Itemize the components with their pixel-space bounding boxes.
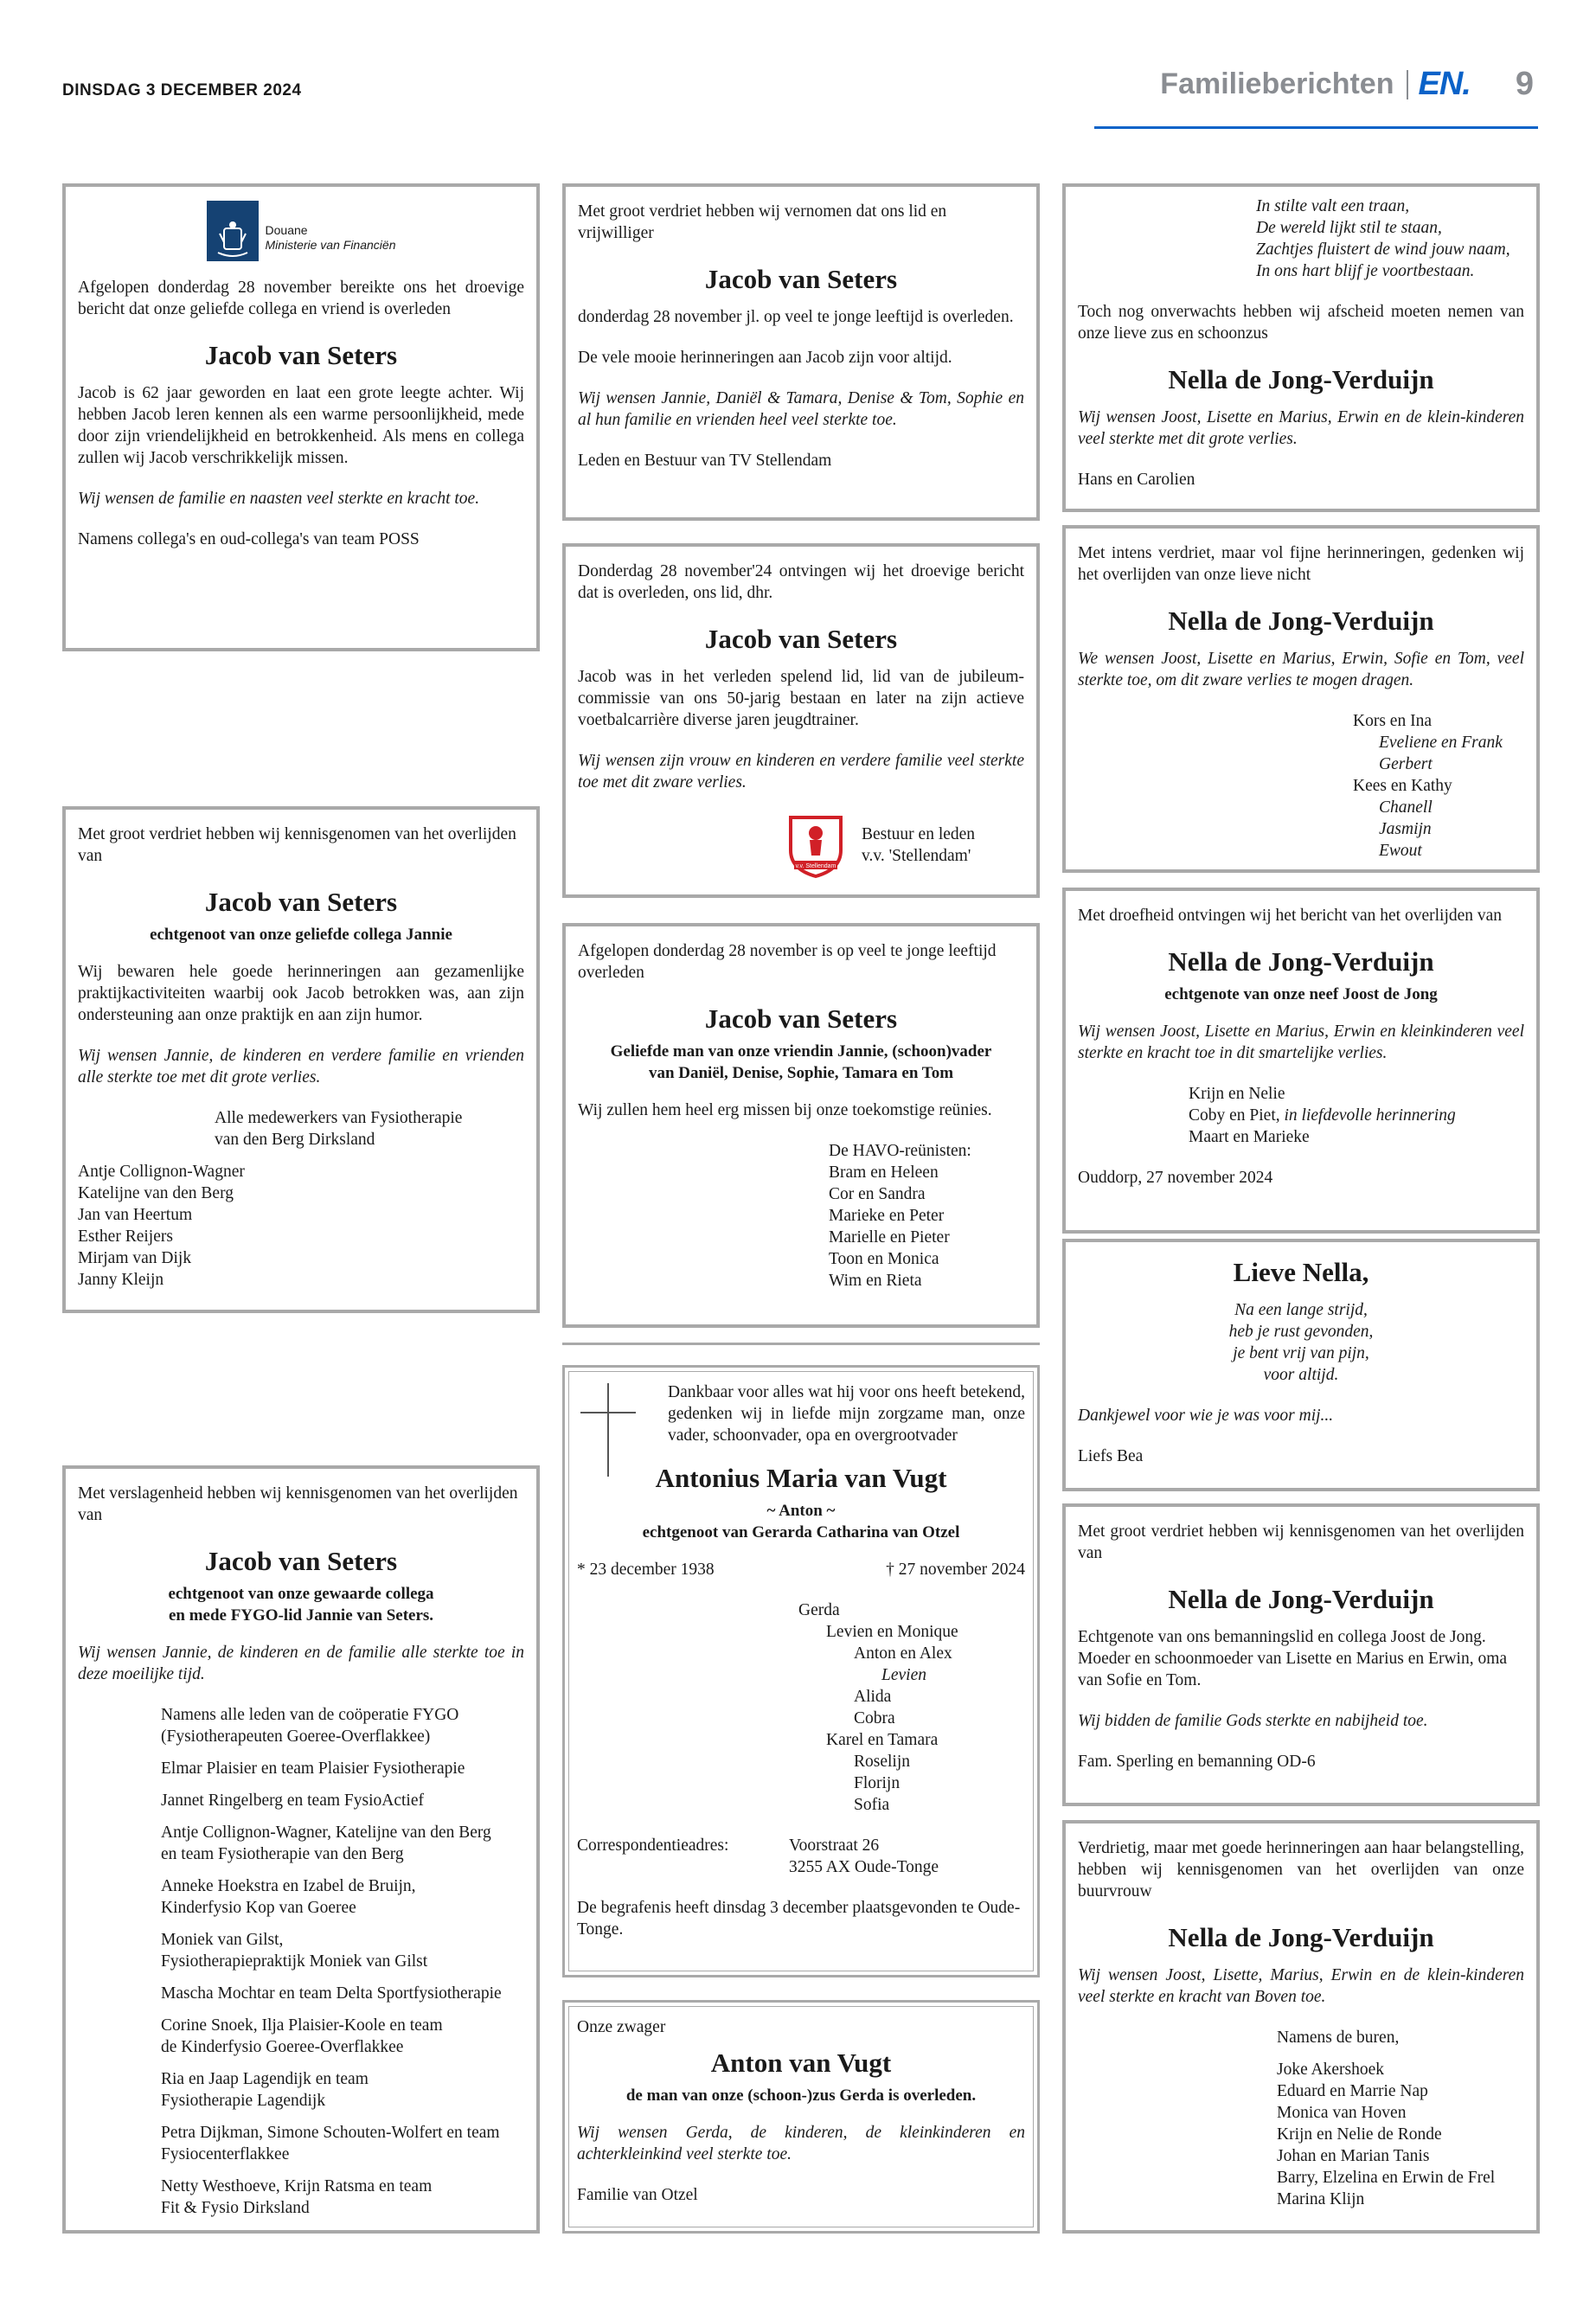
signer-name: Mirjam van Dijk bbox=[78, 1249, 192, 1267]
relation-line: de man van onze (schoon-)zus Gerda is overleden. bbox=[625, 2086, 977, 2105]
deceased-name: Nella de Jong-Verduijn bbox=[1168, 1922, 1434, 1952]
notice-title: Lieve Nella, bbox=[1233, 1257, 1369, 1287]
poem-line: Zachtjes fluistert de wind jouw naam, bbox=[1256, 240, 1510, 259]
poem-line: je bent vrij van pijn, bbox=[1233, 1344, 1369, 1362]
signer-name: Marina Klijn bbox=[1277, 2190, 1365, 2208]
poem-line: Na een lange strijd, bbox=[1234, 1301, 1368, 1319]
family-member: Levien en Monique bbox=[826, 1623, 958, 1641]
signer-group: Mascha Mochtar en team Delta Sportfysiotherapie bbox=[161, 1984, 502, 2003]
signers-list bbox=[161, 1704, 524, 2219]
douane-logo-text: Douane Ministerie van Financiën bbox=[265, 223, 396, 252]
notice-vv-stellendam: Donderdag 28 november'24 ontvingen wij het droevige bericht dat is overleden, ons lid, dhr. Jacob van Seters Jacob was in het verleden spelend lid, lid van de jubileum-commissie van ons 50-jarig bestaan en later na zijn actieve voetbalcarrière diverse jaren jeugdtrainer. Wij wensen zijn vrouw en kinderen en verdere familie veel sterkte toe met dit zware verlies. v.v. Stellendam Bestuur en leden v.v. 'Stellendam' bbox=[562, 543, 1040, 898]
family-member: Eveliene en Frank bbox=[1379, 734, 1503, 752]
signer-group: Moniek van Gilst, Fysiotherapiepraktijk Moniek van Gilst bbox=[161, 1931, 428, 1971]
family-member: Sofia bbox=[854, 1796, 890, 1814]
family-list bbox=[798, 1599, 1025, 1816]
family-member: Levien bbox=[881, 1666, 926, 1684]
notice-van-otzel: Onze zwager Anton van Vugt de man van onze (schoon-)zus Gerda is overleden. Wij wensen Gerda, de kinderen, de kleinkinderen en achterkleinkind veel sterkte toe. Familie van Otzel bbox=[562, 2000, 1040, 2234]
notice-sperling-od6: Met groot verdriet hebben wij kennisgenomen van het overlijden van Nella de Jong-Verduijn Echtgenote van ons bemanningslid en collega Joost de Jong. Moeder en schoonmoeder van Lisette en Marius en Erwin, oma van Sofie en Tom. Wij bidden de familie Gods sterkte en nabijheid toe. Fam. Sperling en bemanning OD-6 bbox=[1062, 1503, 1540, 1806]
signer-group: Petra Dijkman, Simone Schouten-Wolfert en team Fysiocenterflakkee bbox=[161, 2124, 500, 2163]
deceased-name: Jacob van Seters bbox=[204, 887, 398, 917]
vv-stellendam-badge-icon bbox=[785, 812, 846, 878]
signer-group: Ria en Jaap Lagendijk en team Fysiotherapie Lagendijk bbox=[161, 2070, 369, 2110]
deceased-name: Nella de Jong-Verduijn bbox=[1168, 364, 1434, 394]
poem-line: De wereld lijkt stil te staan, bbox=[1256, 219, 1442, 237]
signer-name: Eduard en Marrie Nap bbox=[1277, 2082, 1428, 2100]
rijksoverheid-emblem bbox=[207, 201, 259, 261]
signer-name: Marieke en Peter bbox=[829, 1207, 945, 1225]
signers-list bbox=[1277, 2059, 1524, 2210]
notice-nicht: Met intens verdriet, maar vol fijne herinneringen, gedenken wij het overlijden van onze lieve nicht Nella de Jong-Verduijn We wensen Joost, Lisette en Marius, Erwin, Sofie en Tom, veel sterkte toe, om dit zware verlies te mogen dragen. Kors en Ina Eveliene en Frank Gerbert Kees en Kathy Chanell Jasmijn Ewout bbox=[1062, 525, 1540, 873]
deceased-name: Anton van Vugt bbox=[710, 2048, 892, 2078]
deceased-name: Nella de Jong-Verduijn bbox=[1168, 946, 1434, 977]
signature: Krijn en Nelie Coby en Piet, in liefdevolle herinnering Maart en Marieke bbox=[1189, 1085, 1456, 1146]
signature: Alle medewerkers van Fysiotherapie van den Berg Dirksland bbox=[215, 1109, 463, 1149]
family-list bbox=[1353, 710, 1524, 862]
notice-neef-joost: Met droefheid ontvingen wij het bericht van het overlijden van Nella de Jong-Verduijn echtgenote van onze neef Joost de Jong Wij wensen Joost, Lisette en Marius, Erwin en kleinkinderen veel sterkte en kracht toe in dit smartelijke verlies. Krijn en Nelie Coby en Piet, in liefdevolle herinnering Maart en Marieke Ouddorp, 27 november 2024 bbox=[1062, 888, 1540, 1234]
signature: Namens de buren, bbox=[1277, 2029, 1400, 2047]
signer-name: Antje Collignon-Wagner bbox=[78, 1163, 245, 1181]
notice-buren: Verdrietig, maar met goede herinneringen aan haar belangstelling, hebben wij kennisgenomen van het overlijden van onze buurvrouw Nella de Jong-Verduijn Wij wensen Joost, Lisette, Marius, Erwin en de klein-kinderen veel sterkte en kracht van Boven toe. Namens de buren, Joke Akershoek Eduard en Marrie Nap Monica van Hoven Krijn en Nelie de Ronde Johan en Marian Tanis Barry, Elzelina en Erwin de Frel Marina Klijn bbox=[1062, 1820, 1540, 2234]
signature: Familie van Otzel bbox=[577, 2186, 698, 2204]
page-date: DINSDAG 3 DECEMBER 2024 bbox=[62, 81, 302, 99]
poem-line: In stilte valt een traan, bbox=[1256, 197, 1410, 215]
header-divider bbox=[1407, 70, 1408, 99]
poem-line: heb je rust gevonden, bbox=[1228, 1323, 1374, 1341]
signer-group: Jannet Ringelberg en team FysioActief bbox=[161, 1791, 424, 1810]
poem-line: In ons hart blijf je voortbestaan. bbox=[1256, 262, 1475, 280]
family-member: Kors en Ina bbox=[1353, 712, 1432, 730]
section-title: Familieberichten bbox=[1160, 67, 1394, 100]
death-date: † 27 november 2024 bbox=[886, 1561, 1025, 1579]
signer-name: Wim en Rieta bbox=[829, 1272, 922, 1290]
deceased-name: Jacob van Seters bbox=[704, 264, 898, 294]
relation-line: Geliefde man van onze vriendin Jannie, (schoon)vader van Daniël, Denise, Sophie, Tamara en Tom bbox=[610, 1042, 992, 1082]
notice-lieve-nella: Lieve Nella, Na een lange strijd, heb je rust gevonden, je bent vrij van pijn, voor altijd. Dankjewel voor wie je was voor mij... Liefs Bea bbox=[1062, 1239, 1540, 1491]
signer-name: Cor en Sandra bbox=[829, 1185, 926, 1203]
signer-name: Marielle en Pieter bbox=[829, 1228, 950, 1247]
signer-group: Elmar Plaisier en team Plaisier Fysiotherapie bbox=[161, 1759, 465, 1778]
family-member: Alida bbox=[854, 1688, 892, 1706]
signature: Liefs Bea bbox=[1078, 1447, 1144, 1465]
douane-logo bbox=[78, 201, 524, 261]
page-header bbox=[1160, 66, 1534, 103]
poem bbox=[1256, 195, 1524, 282]
relation-line: echtgenoot van onze geliefde collega Jannie bbox=[150, 926, 452, 944]
svg-text:v.v. Stellendam: v.v. Stellendam bbox=[795, 863, 836, 869]
birth-date: * 23 december 1938 bbox=[577, 1561, 715, 1579]
deceased-name: Jacob van Seters bbox=[204, 340, 398, 370]
place-date: Ouddorp, 27 november 2024 bbox=[1078, 1169, 1273, 1187]
header-rule bbox=[1094, 126, 1538, 129]
signer-name: De HAVO-reünisten: bbox=[829, 1142, 971, 1160]
signer-name: Barry, Elzelina en Erwin de Frel bbox=[1277, 2169, 1496, 2187]
notice-fygo: Met verslagenheid hebben wij kennisgenomen van het overlijden van Jacob van Seters echtgenoot van onze gewaarde collega en mede FYGO-lid Jannie van Seters. Wij wensen Jannie, de kinderen en de familie alle sterkte toe in deze moeilijke tijd. Namens alle leden van de coöperatie FYGO (Fysiotherapeuten Goeree-Overflakkee) Elmar Plaisier en team Plaisier Fysiotherapie Jannet Ringelberg en team FysioActief Antje Collignon-Wagner, Katelijne van den Berg en team Fysiotherapie van den Berg Anneke Hoekstra en Izabel de Bruijn, Kinderfysio Kop van Goeree Moniek van Gilst, Fysiotherapiepraktijk Moniek van Gilst Mascha Mochtar en team Delta Sportfysiotherapie Corine Snoek, Ilja Plaisier-Koole en team de Kinderfysio Goeree-Overflakkee Ria en Jaap Lagendijk en team Fysiotherapie Lagendijk Petra Dijkman, Simone Schouten-Wolfert en team Fysiocenterflakkee Netty Westhoeve, Krijn Ratsma en team Fit & Fysio Dirksland bbox=[62, 1465, 540, 2234]
signer-group: Namens alle leden van de coöperatie FYGO (Fysiotherapeuten Goeree-Overflakkee) bbox=[161, 1706, 459, 1746]
signer-group: Anneke Hoekstra en Izabel de Bruijn, Kinderfysio Kop van Goeree bbox=[161, 1877, 416, 1917]
deceased-name: Nella de Jong-Verduijn bbox=[1168, 606, 1434, 636]
signers-list bbox=[829, 1140, 1024, 1292]
notice-van-vugt-family: Dankbaar voor alles wat hij voor ons heeft betekend, gedenken wij in liefde mijn zorgzame man, onze vader, schoonvader, opa en overgrootvader Antonius Maria van Vugt ~ Anton ~ echtgenoot van Gerarda Catharina van Otzel * 23 december 1938 † 27 november 2024 Gerda Levien en Monique Anton en Alex Levien Alida Cobra Karel en Tamara Roselijn Florijn Sofia Correspondentieadres: Voorstraat 26 3255 AX Oude-Tonge De begrafenis heeft dinsdag 3 december plaatsgevonden te Oude-Tonge. bbox=[562, 1365, 1040, 1977]
notice-havo-reunisten: Afgelopen donderdag 28 november is op veel te jonge leeftijd overleden Jacob van Seters Geliefde man van onze vriendin Jannie, (schoon)vader van Daniël, Denise, Sophie, Tamara en Tom Wij zullen hem heel erg missen bij onze toekomstige reünies. De HAVO-reünisten: Bram en Heleen Cor en Sandra Marieke en Peter Marielle en Pieter Toon en Monica Wim en Rieta bbox=[562, 923, 1040, 1328]
signer-name: Esther Reijers bbox=[78, 1227, 173, 1246]
signature: Namens collega's en oud-collega's van team POSS bbox=[78, 530, 420, 548]
dates-line bbox=[577, 1559, 1025, 1580]
deceased-name: Nella de Jong-Verduijn bbox=[1168, 1584, 1434, 1614]
relation-line: ~ Anton ~ echtgenoot van Gerarda Catharina van Otzel bbox=[642, 1502, 960, 1541]
signer-name: Johan en Marian Tanis bbox=[1277, 2147, 1430, 2165]
signer-group: Corine Snoek, Ilja Plaisier-Koole en team de Kinderfysio Goeree-Overflakkee bbox=[161, 2016, 443, 2056]
correspondence-address: Correspondentieadres: Voorstraat 26 3255 AX Oude-Tonge bbox=[577, 1836, 939, 1876]
relation-line: echtgenoot van onze gewaarde collega en mede FYGO-lid Jannie van Seters. bbox=[168, 1585, 434, 1625]
column-divider bbox=[562, 1343, 1040, 1345]
relation-line: echtgenote van onze neef Joost de Jong bbox=[1164, 985, 1438, 1003]
family-member: Gerda bbox=[798, 1601, 840, 1619]
page-number: 9 bbox=[1515, 66, 1534, 102]
family-member: Ewout bbox=[1379, 842, 1422, 860]
signer-name: Joke Akershoek bbox=[1277, 2061, 1385, 2079]
cross-icon bbox=[575, 1380, 641, 1480]
notice-douane: Douane Ministerie van Financiën Afgelopen donderdag 28 november bereikte ons het droevige bericht dat onze geliefde collega en vriend is overleden Jacob van Seters Jacob is 62 jaar geworden en laat een grote leegte achter. Wij hebben Jacob leren kennen als een warme persoonlijkheid, mede door zijn vriendelijkheid en betrokkenheid. Als mens en collega zullen wij Jacob verschrikkelijk missen. Wij wensen de familie en naasten veel sterkte en kracht toe. Namens collega's en oud-collega's van team POSS bbox=[62, 183, 540, 651]
deceased-name: Jacob van Seters bbox=[704, 624, 898, 654]
signer-name: Toon en Monica bbox=[829, 1250, 939, 1268]
signature: Hans en Carolien bbox=[1078, 471, 1195, 489]
family-member: Kees en Kathy bbox=[1353, 777, 1452, 795]
signer-group: Antje Collignon-Wagner, Katelijne van den Berg en team Fysiotherapie van den Berg bbox=[161, 1823, 491, 1863]
family-member: Roselijn bbox=[854, 1753, 911, 1771]
family-member: Chanell bbox=[1379, 798, 1433, 817]
notice-tv-stellendam: Met groot verdriet hebben wij vernomen dat ons lid en vrijwilliger Jacob van Seters donderdag 28 november jl. op veel te jonge leeftijd is overleden. De vele mooie herinneringen aan Jacob zijn voor altijd. Wij wensen Jannie, Daniël & Tamara, Denise & Tom, Sophie en al hun familie en vrienden heel veel sterkte toe. Leden en Bestuur van TV Stellendam bbox=[562, 183, 1040, 521]
signature: Fam. Sperling en bemanning OD-6 bbox=[1078, 1753, 1316, 1771]
family-member: Karel en Tamara bbox=[826, 1731, 939, 1749]
signer-name: Janny Kleijn bbox=[78, 1271, 164, 1289]
poem bbox=[1078, 1299, 1524, 1386]
signers-list bbox=[78, 1161, 524, 1291]
family-member: Cobra bbox=[854, 1709, 895, 1727]
deceased-name: Jacob van Seters bbox=[204, 1546, 398, 1576]
deceased-name: Antonius Maria van Vugt bbox=[655, 1463, 947, 1493]
notice-fysio-vandenberg: Met groot verdriet hebben wij kennisgenomen van het overlijden van Jacob van Seters echtgenoot van onze geliefde collega Jannie Wij bewaren hele goede herinneringen aan gezamenlijke praktijkactiviteiten waarbij ook Jacob betrokken was, aan zijn ondersteuning aan onze praktijk en aan zijn humor. Wij wensen Jannie, de kinderen en verdere familie en vrienden alle sterkte toe met dit grote verlies. Alle medewerkers van Fysiotherapie van den Berg Dirksland Antje Collignon-Wagner Katelijne van den Berg Jan van Heertum Esther Reijers Mirjam van Dijk Janny Kleijn bbox=[62, 806, 540, 1313]
signature: Leden en Bestuur van TV Stellendam bbox=[578, 452, 832, 470]
deceased-name: Jacob van Seters bbox=[704, 1003, 898, 1034]
en-logo: EN. bbox=[1418, 66, 1471, 102]
family-member: Gerbert bbox=[1379, 755, 1433, 773]
signer-name: Krijn en Nelie de Ronde bbox=[1277, 2125, 1442, 2144]
signer-name: Bram en Heleen bbox=[829, 1163, 939, 1182]
poem-line: voor altijd. bbox=[1263, 1366, 1339, 1384]
signature: v.v. Stellendam Bestuur en leden v.v. 'Stellendam' bbox=[785, 812, 1024, 878]
family-member: Florijn bbox=[854, 1774, 901, 1792]
signer-name: Monica van Hoven bbox=[1277, 2104, 1407, 2122]
family-member: Anton en Alex bbox=[854, 1644, 952, 1663]
crest-icon bbox=[213, 218, 253, 261]
family-member: Jasmijn bbox=[1379, 820, 1432, 838]
notice-hans-carolien: In stilte valt een traan, De wereld lijkt stil te staan, Zachtjes fluistert de wind jouw naam, In ons hart blijf je voortbestaan. Toch nog onverwachts hebben wij afscheid moeten nemen van onze lieve zus en schoonzus Nella de Jong-Verduijn Wij wensen Joost, Lisette en Marius, Erwin en de klein-kinderen veel sterkte met dit grote verlies. Hans en Carolien bbox=[1062, 183, 1540, 512]
signer-name: Katelijne van den Berg bbox=[78, 1184, 234, 1202]
signer-group: Netty Westhoeve, Krijn Ratsma en team Fit & Fysio Dirksland bbox=[161, 2177, 433, 2217]
signer-name: Jan van Heertum bbox=[78, 1206, 193, 1224]
